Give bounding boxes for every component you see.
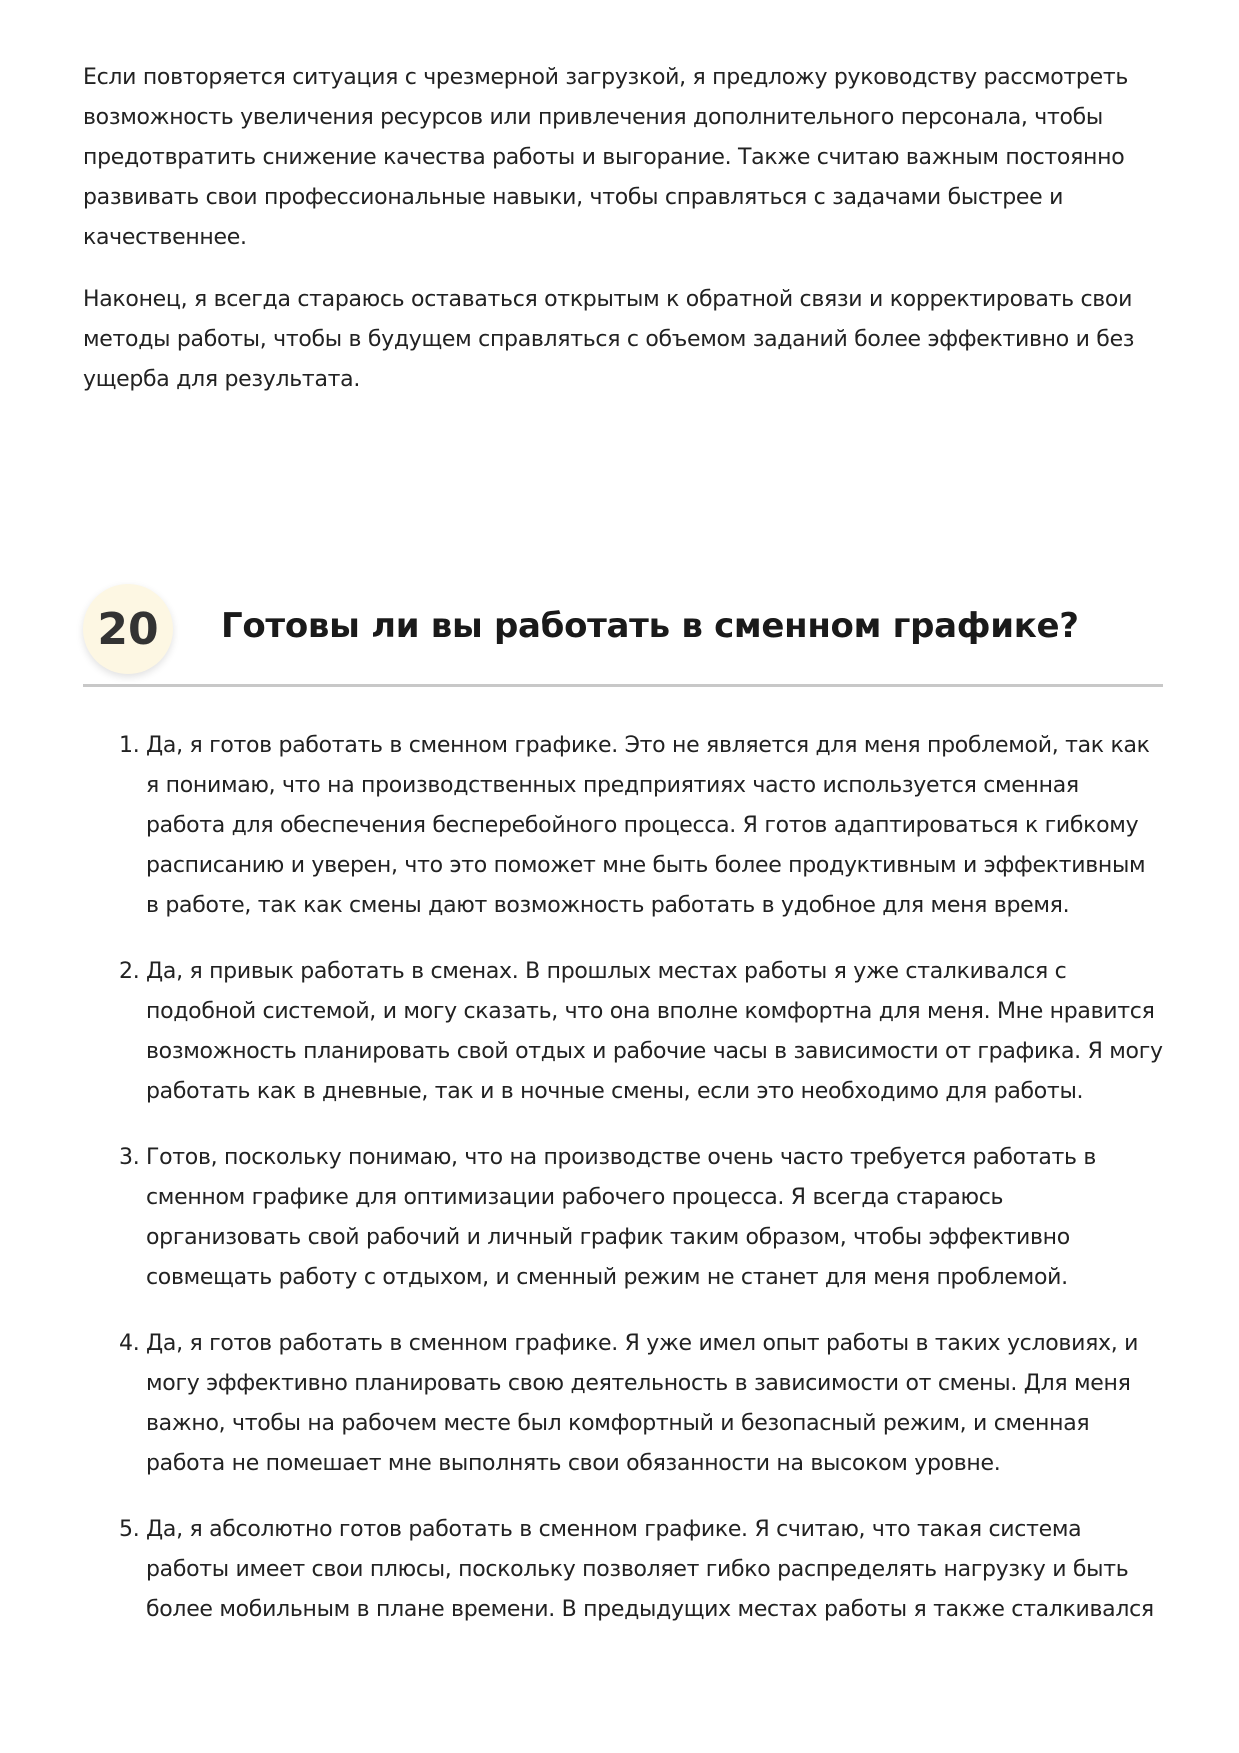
list-item: [83, 1510, 1163, 1630]
list-item-text: Да, я привык работать в сменах. В прошлых местах работы я уже сталкивался с подобной системой, и могу сказать, что она вполне комфортна для меня. Мне нравится возможность планировать свой отдых и рабочие часы в зависимости от графика. Я могу работать как в дневные, так и в ночные смены, если это необходимо для работы.: [146, 959, 1163, 1104]
list-item-number: 5.: [119, 1517, 140, 1542]
intro-text: [83, 58, 1163, 422]
list-item: [83, 1138, 1163, 1298]
list-item: [83, 1324, 1163, 1484]
list-item-number: 4.: [119, 1331, 140, 1356]
list-item-number: 2.: [119, 959, 140, 984]
section-header: [83, 580, 1163, 687]
list-item-text: Готов, поскольку понимаю, что на производстве очень часто требуется работать в сменном графике для оптимизации рабочего процесса. Я всегда стараюсь организовать свой рабочий и личный график таким образом, чтобы эффективно совмещать работу с отдыхом, и сменный режим не станет для меня проблемой.: [146, 1145, 1097, 1290]
list-item-text: Да, я готов работать в сменном графике. Это не является для меня проблемой, так как я понимаю, что на производственных предприятиях часто используется сменная работа для обеспечения бесперебойного процесса. Я готов адаптироваться к гибкому расписанию и уверен, что это поможет мне быть более продуктивным и эффективным в работе, так как смены дают возможность работать в удобное для меня время.: [146, 733, 1150, 918]
intro-paragraph: Если повторяется ситуация с чрезмерной загрузкой, я предложу руководству рассмотреть возможность увеличения ресурсов или привлечения дополнительного персонала, чтобы предотвратить снижение качества работы и выгорание. Также считаю важным постоянно развивать свои профессиональные навыки, чтобы справляться с задачами быстрее и качественнее.: [83, 65, 1129, 250]
list-item-number: 3.: [119, 1145, 140, 1170]
question-title: Готовы ли вы работать в сменном графике?: [221, 606, 1079, 646]
list-item-text: Да, я готов работать в сменном графике. Я уже имел опыт работы в таких условиях, и могу эффективно планировать свою деятельность в зависимости от смены. Для меня важно, чтобы на рабочем месте был комфортный и безопасный режим, и сменная работа не помешает мне выполнять свои обязанности на высоком уровне.: [146, 1331, 1139, 1476]
list-item-text: Да, я абсолютно готов работать в сменном графике. Я считаю, что такая система работы имеет свои плюсы, поскольку позволяет гибко распределять нагрузку и быть более мобильным в плане времени. В предыдущих местах работы я также сталкивался: [146, 1517, 1154, 1622]
answers-list: [83, 726, 1163, 1656]
list-item-number: 1.: [119, 733, 140, 758]
intro-paragraph: Наконец, я всегда стараюсь оставаться открытым к обратной связи и корректировать свои методы работы, чтобы в будущем справляться с объемом заданий более эффективно и без ущерба для результата.: [83, 287, 1135, 392]
list-item: [83, 726, 1163, 926]
question-number-badge: 20: [83, 584, 173, 674]
list-item: [83, 952, 1163, 1112]
